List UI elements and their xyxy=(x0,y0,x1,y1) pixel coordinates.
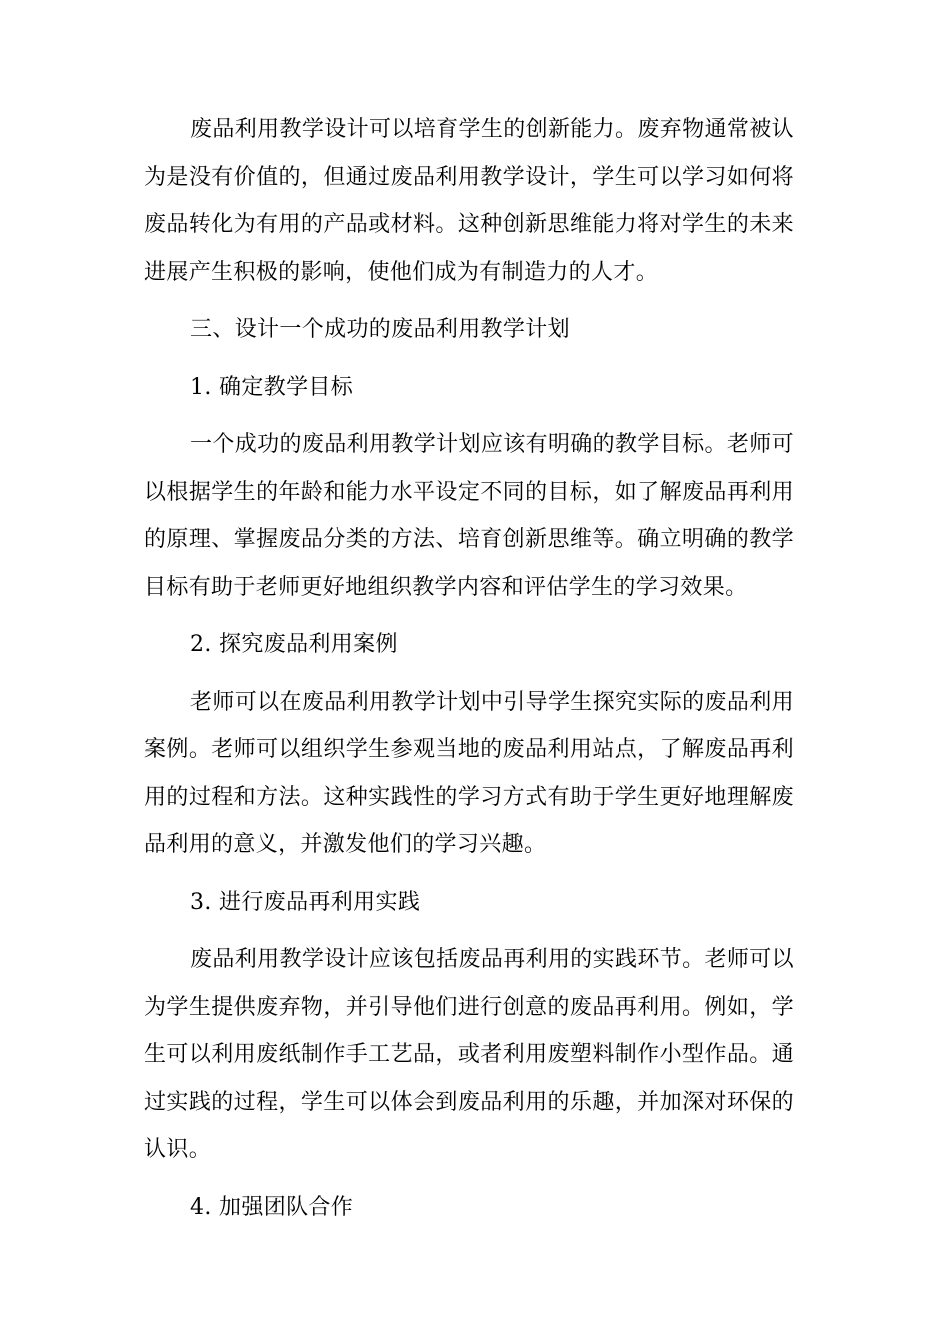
subheading-1: 1. 确定教学目标 xyxy=(190,374,354,400)
subheading-4: 4. 加强团队合作 xyxy=(190,1194,354,1220)
document-body xyxy=(144,106,794,1231)
paragraph-innovation: 废品利用教学设计可以培育学生的创新能力。废弃物通常被认为是没有价值的，但通过废品利用教学设计，学生可以学习如何将废品转化为有用的产品或材料。这种创新思维能力将对学生的未来进展产生积极的影响，使他们成为有制造力的人才。 xyxy=(144,117,794,285)
paragraph-cases: 老师可以在废品利用教学计划中引导学生探究实际的废品利用案例。老师可以组织学生参观当地的废品利用站点，了解废品再利用的过程和方法。这种实践性的学习方式有助于学生更好地理解废品利用的意义，并激发他们的学习兴趣。 xyxy=(144,689,794,857)
subheading-3: 3. 进行废品再利用实践 xyxy=(190,889,421,915)
paragraph-goals: 一个成功的废品利用教学计划应该有明确的教学目标。老师可以根据学生的年龄和能力水平设定不同的目标，如了解废品再利用的原理、掌握废品分类的方法、培育创新思维等。确立明确的教学目标有助于老师更好地组织教学内容和评估学生的学习效果。 xyxy=(144,432,794,600)
section-heading-3: 三、设计一个成功的废品利用教学计划 xyxy=(190,317,570,342)
paragraph-practice: 废品利用教学设计应该包括废品再利用的实践环节。老师可以为学生提供废弃物，并引导他们进行创意的废品再利用。例如，学生可以利用废纸制作手工艺品，或者利用废塑料制作小型作品。通过实践的过程，学生可以体会到废品利用的乐趣，并加深对环保的认识。 xyxy=(144,947,794,1162)
subheading-2: 2. 探究废品利用案例 xyxy=(190,632,398,657)
